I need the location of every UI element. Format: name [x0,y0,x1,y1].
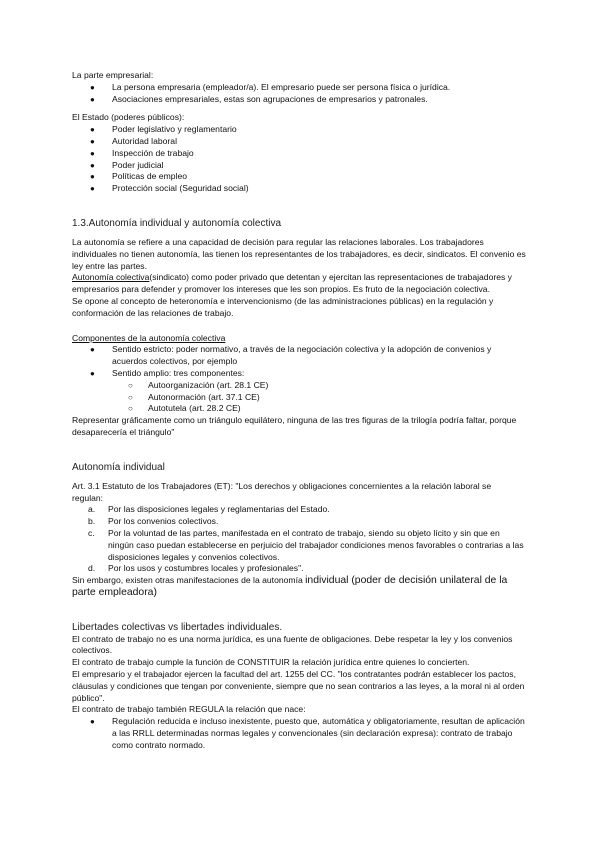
empresarial-list [72,82,527,106]
bullet-icon: ● [90,345,95,355]
list-item: ○ Autonormación (art. 37.1 CE) [128,391,260,402]
circle-bullet-icon: ○ [128,392,133,402]
list-item: ● Sentido estricto: poder normativo, a través de la negociación colectiva y la adopción de convenios y acuerdos colectivos, por ejemplo [90,344,492,367]
libertades-paragraph-1: El contrato de trabajo no es una norma jurídica, es una fuente de obligaciones. Debe respetar la ley y los convenios colectivos. [72,633,513,656]
libertades-heading: Libertades colectivas vs libertades individuales. [72,621,283,633]
article-intro: Art. 3.1 Estatuto de los Trabajadores (ET): "Los derechos y obligaciones concernientes a la relación laboral se regulan: [72,480,492,503]
empresarial-title: La parte empresarial: [72,70,154,80]
bullet-icon: ● [90,184,95,194]
bullet-icon: ● [90,125,95,135]
list-item: ● Protección social (Seguridad social) [90,183,249,194]
bullet-icon: ● [90,172,95,182]
bullet-icon: ● [90,82,95,92]
bullet-icon: ● [90,368,95,378]
bullet-icon: ● [90,160,95,170]
list-item: c. Por la voluntad de las partes, manifestada en el contrato de trabajo, siendo su objeto lícito y sin que en ningún caso puedan establecerse en perjuicio del trabajador condiciones menos favorables o contrarias a las disposiciones legales y convenios colectivos. [88,527,524,562]
bullet-icon: ● [90,717,95,727]
list-item: ○ Autoorganización (art. 28.1 CE) [128,379,269,390]
article-list [72,504,527,575]
autonomia-colectiva-term: Autonomía colectiva [72,272,150,283]
individual-heading: Autonomía individual [72,461,165,473]
circle-bullet-icon: ○ [128,404,133,414]
list-item: ● Sentido amplio: tres componentes: [90,367,245,378]
list-item: ● Asociaciones empresariales, estas son agrupaciones de empresarios y patronales. [90,93,428,104]
list-item: d. Por los usos y costumbres locales y profesionales". [88,563,304,574]
componentes-title: Componentes de la autonomía colectiva [72,332,226,343]
libertades-list [72,716,527,751]
list-item: ○ Autotutela (art. 28.2 CE) [128,403,241,414]
componentes-sublist [72,380,527,415]
autonomia-paragraph-1: La autonomía se refiere a una capacidad de decisión para regular las relaciones laborales. Los trabajadores individuales no tienen autonomía, las tienen los representantes de los trabajadores, es decir, sindicatos. El convenio es ley entre las partes. [72,236,526,271]
autonomia-paragraph-3: Se opone al concepto de heteronomía e intervencionismo (de las administraciones públicas) en la regulación y conformación de las relaciones de trabajo. [72,295,494,318]
estado-list [72,124,527,195]
circle-bullet-icon: ○ [128,380,133,390]
componentes-note: Representar gráficamente como un triángulo equilátero, ninguna de las tres figuras de la trilogía podría faltar, porque desaparecería el triángulo" [72,415,517,437]
list-item: ● Autoridad laboral [90,135,177,146]
list-item: ● Políticas de empleo [90,171,187,182]
autonomia-heading: 1.3.Autonomía individual y autonomía colectiva [72,217,282,229]
document-content [72,70,527,752]
list-item: a. Por las disposiciones legales y reglamentarias del Estado. [88,504,330,515]
componentes-list [72,344,527,379]
estado-title: El Estado (poderes públicos): [72,112,185,123]
libertades-paragraph-2: El contrato de trabajo cumple la función de CONSTITUIR la relación jurídica entre quienes lo concierten. [72,657,470,668]
list-item: ● La persona empresaria (empleador/a). El empresario puede ser persona física o jurídica. [90,81,451,92]
bullet-icon: ● [90,148,95,158]
libertades-paragraph-4: El contrato de trabajo también REGULA la relación que nace: [72,704,306,715]
list-item: ● Inspección de trabajo [90,147,194,158]
autonomia-paragraph-2: Autonomía colectiva(sindicato) como poder privado que detentan y ejercitan las representaciones de trabajadores y empresarios para defender y promover los intereses que les son propios. Es fruto de la negociación colectiva. [72,272,512,295]
bullet-icon: ● [90,136,95,146]
list-item: ● Regulación reducida e incluso inexistente, puesto que, automática y obligatoriamente, resultan de aplicación a las RRLL determinadas normas legales y convencionales (sin declaración expresa): contrato de trabajo como contrato normado. [90,716,525,750]
list-item: ● Poder judicial [90,159,164,170]
list-item: b. Por los convenios colectivos. [88,516,219,527]
bullet-icon: ● [90,94,95,104]
list-item: ● Poder legislativo y reglamentario [90,124,237,135]
libertades-paragraph-3: El empresario y el trabajador ejercen la facultad del art. 1255 del CC. "los contratantes podrán establecer los pactos, cláusulas y condiciones que tengan por conveniente, siempre que no sean contrarios a las leyes, a la moral ni al orden público". [72,669,525,703]
individual-closing: Sin embargo, existen otras manifestaciones de la autonomía individual (poder de decisión unilateral de la parte empleadora) [72,575,508,598]
